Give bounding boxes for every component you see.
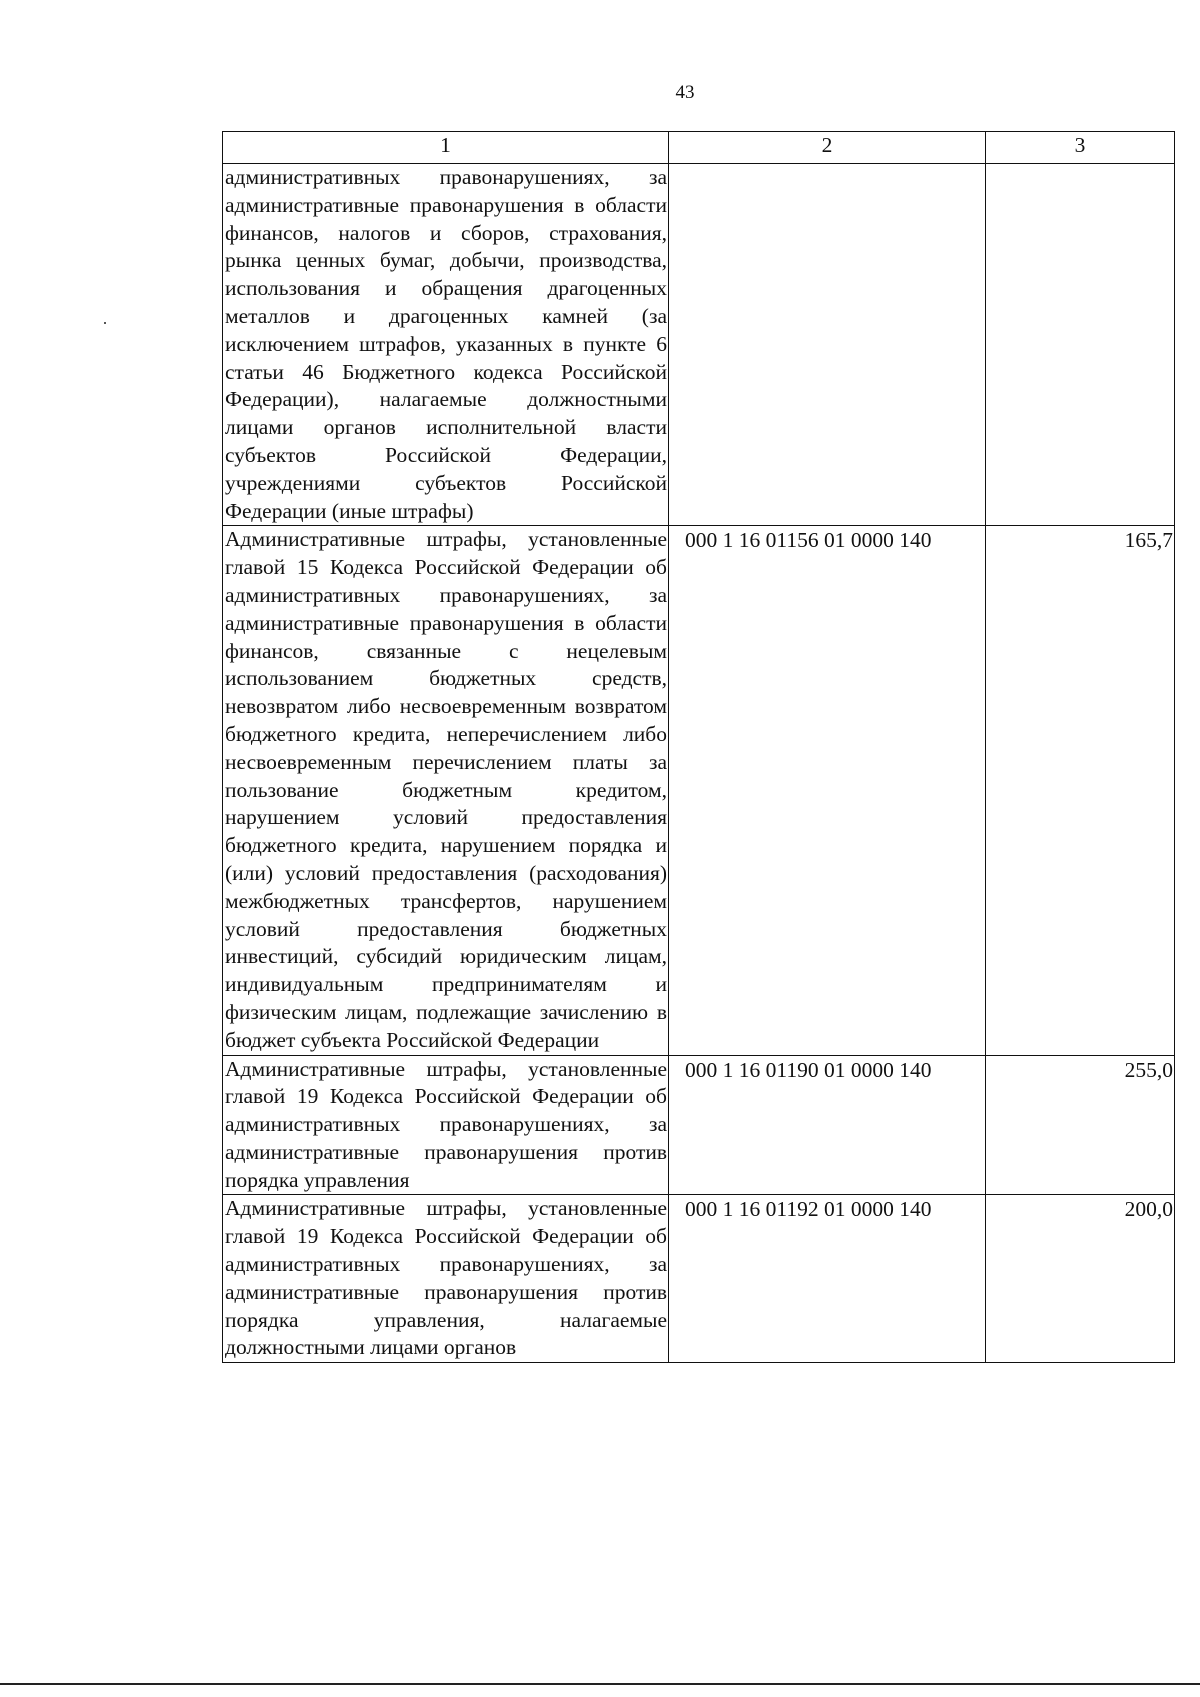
column-header-2: 2: [669, 132, 986, 164]
table-row: [223, 1055, 1175, 1195]
table-header-row: [223, 132, 1175, 164]
column-header-1: 1: [223, 132, 669, 164]
row-amount: 165,7: [986, 526, 1175, 1055]
page-number: 43: [675, 82, 695, 103]
column-header-3: 3: [986, 132, 1175, 164]
row-description: Административные штрафы, установленные главой 19 Кодекса Российской Федерации об административных правонарушениях, за административные правонарушения против порядка управления: [223, 1055, 669, 1195]
row-code: 000 1 16 01156 01 0000 140: [669, 526, 986, 1055]
table-row: [223, 526, 1175, 1055]
row-amount: [986, 164, 1175, 526]
table-row: [223, 1195, 1175, 1363]
row-amount: 255,0: [986, 1055, 1175, 1195]
row-amount: 200,0: [986, 1195, 1175, 1363]
row-code: [669, 164, 986, 526]
row-code: 000 1 16 01192 01 0000 140: [669, 1195, 986, 1363]
table-row: [223, 164, 1175, 526]
scan-speck: [104, 322, 106, 324]
row-code: 000 1 16 01190 01 0000 140: [669, 1055, 986, 1195]
revenue-table: [222, 131, 1175, 1363]
bottom-scan-edge: [0, 1683, 1200, 1685]
row-description: административных правонарушениях, за административные правонарушения в области финансов, налогов и сборов, страхования, рынка ценных бумаг, добычи, производства, использования и обращения драгоценных металлов и драгоценных камней (за исключением штрафов, указанных в пункте 6 статьи 46 Бюджетного кодекса Российской Федерации), налагаемые должностными лицами органов исполнительной власти субъектов Российской Федерации, учреждениями субъектов Российской Федерации (иные штрафы): [223, 164, 669, 526]
row-description: Административные штрафы, установленные главой 19 Кодекса Российской Федерации об административных правонарушениях, за административные правонарушения против порядка управления, налагаемые должностными лицами органов: [223, 1195, 669, 1363]
row-description: Административные штрафы, установленные главой 15 Кодекса Российской Федерации об административных правонарушениях, за административные правонарушения в области финансов, связанные с нецелевым использованием бюджетных средств, невозвратом либо несвоевременным возвратом бюджетного кредита, неперечислением либо несвоевременным перечислением платы за пользование бюджетным кредитом, нарушением условий предоставления бюджетного кредита, нарушением порядка и (или) условий предоставления (расходования) межбюджетных трансфертов, нарушением условий предоставления бюджетных инвестиций, субсидий юридическим лицам, индивидуальным предпринимателям и физическим лицам, подлежащие зачислению в бюджет субъекта Российской Федерации: [223, 526, 669, 1055]
